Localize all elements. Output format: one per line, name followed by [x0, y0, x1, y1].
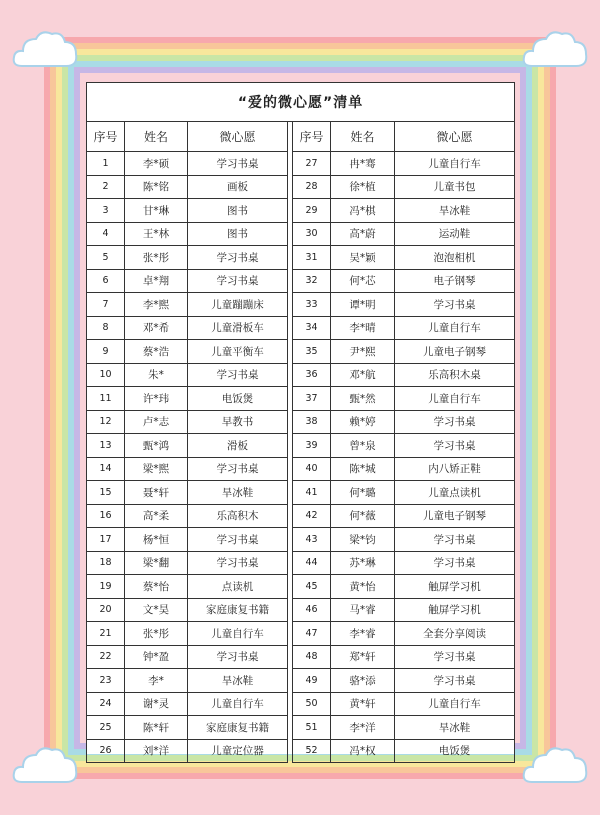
- row-wish: 儿童蹦蹦床: [188, 293, 288, 317]
- row-index: 48: [293, 645, 331, 669]
- row-name: 徐*植: [331, 175, 395, 199]
- row-index: 17: [87, 528, 125, 552]
- table-row: [87, 622, 515, 646]
- table-row: [87, 175, 515, 199]
- row-name: 许*玮: [125, 387, 188, 411]
- row-wish: 触屏学习机: [395, 598, 515, 622]
- row-wish: 旱冰鞋: [395, 716, 515, 740]
- row-index: 50: [293, 692, 331, 716]
- row-index: 16: [87, 504, 125, 528]
- row-name: 卓*翔: [125, 269, 188, 293]
- table-row: [87, 598, 515, 622]
- table-row: [87, 410, 515, 434]
- row-name: 王*林: [125, 222, 188, 246]
- row-name: 何*薇: [331, 504, 395, 528]
- row-index: 31: [293, 246, 331, 270]
- row-index: 52: [293, 739, 331, 763]
- row-wish: 画板: [188, 175, 288, 199]
- row-name: 甘*琳: [125, 199, 188, 223]
- page-title: “爱的微心愿”清单: [87, 83, 515, 122]
- row-name: 刘*洋: [125, 739, 188, 763]
- row-name: 张*彤: [125, 246, 188, 270]
- row-index: 29: [293, 199, 331, 223]
- row-index: 9: [87, 340, 125, 364]
- row-index: 6: [87, 269, 125, 293]
- row-wish: 乐高积木: [188, 504, 288, 528]
- row-index: 8: [87, 316, 125, 340]
- row-index: 7: [87, 293, 125, 317]
- table-row: [87, 199, 515, 223]
- table-row: [87, 739, 515, 763]
- row-index: 19: [87, 575, 125, 599]
- row-index: 33: [293, 293, 331, 317]
- table-row: [87, 222, 515, 246]
- row-wish: 学习书桌: [395, 528, 515, 552]
- row-wish: 学习书桌: [188, 528, 288, 552]
- row-index: 1: [87, 152, 125, 176]
- row-index: 47: [293, 622, 331, 646]
- row-name: 邓*航: [331, 363, 395, 387]
- row-wish: 旱冰鞋: [188, 481, 288, 505]
- row-name: 甄*鸿: [125, 434, 188, 458]
- row-name: 曾*泉: [331, 434, 395, 458]
- row-name: 李*睿: [331, 622, 395, 646]
- row-index: 12: [87, 410, 125, 434]
- row-wish: 全套分享阅读: [395, 622, 515, 646]
- row-name: 冯*权: [331, 739, 395, 763]
- row-index: 49: [293, 669, 331, 693]
- wish-list-table: [86, 82, 515, 763]
- row-name: 高*蔚: [331, 222, 395, 246]
- row-name: 黄*怡: [331, 575, 395, 599]
- table-row: [87, 434, 515, 458]
- row-wish: 儿童点读机: [395, 481, 515, 505]
- row-index: 36: [293, 363, 331, 387]
- header-name: 姓名: [331, 122, 395, 152]
- row-index: 46: [293, 598, 331, 622]
- wish-list-sheet: [86, 82, 514, 758]
- row-index: 45: [293, 575, 331, 599]
- row-wish: 儿童自行车: [395, 152, 515, 176]
- row-wish: 电子钢琴: [395, 269, 515, 293]
- row-wish: 儿童自行车: [188, 692, 288, 716]
- row-index: 14: [87, 457, 125, 481]
- cloud-icon: [520, 742, 590, 790]
- row-index: 44: [293, 551, 331, 575]
- cloud-icon: [520, 26, 590, 74]
- row-wish: 学习书桌: [395, 410, 515, 434]
- table-row: [87, 152, 515, 176]
- row-index: 27: [293, 152, 331, 176]
- row-wish: 儿童滑板车: [188, 316, 288, 340]
- table-row: [87, 293, 515, 317]
- row-wish: 家庭康复书籍: [188, 716, 288, 740]
- row-name: 谢*灵: [125, 692, 188, 716]
- row-name: 何*璐: [331, 481, 395, 505]
- row-index: 18: [87, 551, 125, 575]
- row-name: 吴*颖: [331, 246, 395, 270]
- table-row: [87, 340, 515, 364]
- row-index: 43: [293, 528, 331, 552]
- row-wish: 图书: [188, 222, 288, 246]
- header-index: 序号: [87, 122, 125, 152]
- row-index: 4: [87, 222, 125, 246]
- row-wish: 儿童自行车: [395, 692, 515, 716]
- row-wish: 点读机: [188, 575, 288, 599]
- table-row: [87, 504, 515, 528]
- table-row: [87, 269, 515, 293]
- row-index: 38: [293, 410, 331, 434]
- row-name: 朱*: [125, 363, 188, 387]
- row-name: 冯*棋: [331, 199, 395, 223]
- row-index: 39: [293, 434, 331, 458]
- table-row: [87, 575, 515, 599]
- table-row: [87, 246, 515, 270]
- row-wish: 儿童自行车: [395, 387, 515, 411]
- table-row: [87, 316, 515, 340]
- row-wish: 儿童自行车: [188, 622, 288, 646]
- row-index: 21: [87, 622, 125, 646]
- row-wish: 学习书桌: [188, 363, 288, 387]
- row-wish: 学习书桌: [188, 246, 288, 270]
- row-index: 25: [87, 716, 125, 740]
- row-wish: 儿童电子钢琴: [395, 504, 515, 528]
- row-index: 11: [87, 387, 125, 411]
- row-index: 23: [87, 669, 125, 693]
- row-wish: 旱冰鞋: [188, 669, 288, 693]
- row-name: 谭*明: [331, 293, 395, 317]
- row-wish: 学习书桌: [188, 457, 288, 481]
- row-name: 梁*熙: [125, 457, 188, 481]
- row-index: 26: [87, 739, 125, 763]
- row-wish: 学习书桌: [395, 551, 515, 575]
- table-row: [87, 716, 515, 740]
- row-index: 30: [293, 222, 331, 246]
- row-name: 冉*骞: [331, 152, 395, 176]
- row-name: 赖*婷: [331, 410, 395, 434]
- table-row: [87, 387, 515, 411]
- row-name: 张*彤: [125, 622, 188, 646]
- row-wish: 学习书桌: [188, 269, 288, 293]
- row-index: 42: [293, 504, 331, 528]
- row-name: 甄*然: [331, 387, 395, 411]
- cloud-icon: [10, 26, 80, 74]
- row-index: 5: [87, 246, 125, 270]
- row-wish: 儿童自行车: [395, 316, 515, 340]
- row-wish: 学习书桌: [395, 645, 515, 669]
- row-name: 陈*轩: [125, 716, 188, 740]
- row-index: 51: [293, 716, 331, 740]
- header-index: 序号: [293, 122, 331, 152]
- row-wish: 儿童定位器: [188, 739, 288, 763]
- row-wish: 滑板: [188, 434, 288, 458]
- table-row: [87, 551, 515, 575]
- row-index: 34: [293, 316, 331, 340]
- row-name: 尹*熙: [331, 340, 395, 364]
- row-index: 2: [87, 175, 125, 199]
- row-wish: 运动鞋: [395, 222, 515, 246]
- row-name: 蔡*浩: [125, 340, 188, 364]
- row-index: 37: [293, 387, 331, 411]
- table-row: [87, 669, 515, 693]
- table-row: [87, 528, 515, 552]
- row-name: 马*睿: [331, 598, 395, 622]
- table-row: [87, 481, 515, 505]
- row-index: 22: [87, 645, 125, 669]
- row-index: 10: [87, 363, 125, 387]
- row-wish: 旱冰鞋: [395, 199, 515, 223]
- row-wish: 家庭康复书籍: [188, 598, 288, 622]
- row-index: 32: [293, 269, 331, 293]
- row-name: 黄*轩: [331, 692, 395, 716]
- row-wish: 电饭煲: [395, 739, 515, 763]
- row-name: 陈*铭: [125, 175, 188, 199]
- row-index: 13: [87, 434, 125, 458]
- table-row: [87, 457, 515, 481]
- row-name: 骆*添: [331, 669, 395, 693]
- row-index: 40: [293, 457, 331, 481]
- row-name: 李*晴: [331, 316, 395, 340]
- row-wish: 学习书桌: [188, 551, 288, 575]
- row-wish: 学习书桌: [395, 669, 515, 693]
- row-wish: 早教书: [188, 410, 288, 434]
- row-name: 卢*志: [125, 410, 188, 434]
- row-name: 苏*琳: [331, 551, 395, 575]
- row-wish: 儿童书包: [395, 175, 515, 199]
- row-index: 41: [293, 481, 331, 505]
- table-row: [87, 692, 515, 716]
- row-name: 郑*轩: [331, 645, 395, 669]
- row-index: 28: [293, 175, 331, 199]
- row-index: 24: [87, 692, 125, 716]
- row-wish: 学习书桌: [395, 293, 515, 317]
- row-wish: 学习书桌: [188, 645, 288, 669]
- row-index: 35: [293, 340, 331, 364]
- header-wish: 微心愿: [188, 122, 288, 152]
- row-wish: 内八矫正鞋: [395, 457, 515, 481]
- row-wish: 泡泡相机: [395, 246, 515, 270]
- row-name: 高*柔: [125, 504, 188, 528]
- row-name: 聂*轩: [125, 481, 188, 505]
- row-wish: 乐高积木桌: [395, 363, 515, 387]
- row-name: 李*洋: [331, 716, 395, 740]
- row-wish: 触屏学习机: [395, 575, 515, 599]
- row-name: 李*熙: [125, 293, 188, 317]
- row-wish: 电饭煲: [188, 387, 288, 411]
- cloud-icon: [10, 742, 80, 790]
- row-wish: 儿童电子钢琴: [395, 340, 515, 364]
- row-name: 杨*恒: [125, 528, 188, 552]
- row-wish: 学习书桌: [395, 434, 515, 458]
- row-name: 陈*城: [331, 457, 395, 481]
- row-wish: 儿童平衡车: [188, 340, 288, 364]
- row-index: 3: [87, 199, 125, 223]
- row-wish: 图书: [188, 199, 288, 223]
- row-index: 15: [87, 481, 125, 505]
- row-name: 李*硕: [125, 152, 188, 176]
- row-name: 钟*盈: [125, 645, 188, 669]
- row-name: 梁*钧: [331, 528, 395, 552]
- row-name: 梁*翻: [125, 551, 188, 575]
- header-name: 姓名: [125, 122, 188, 152]
- row-index: 20: [87, 598, 125, 622]
- row-wish: 学习书桌: [188, 152, 288, 176]
- row-name: 李*: [125, 669, 188, 693]
- table-row: [87, 645, 515, 669]
- header-wish: 微心愿: [395, 122, 515, 152]
- row-name: 何*芯: [331, 269, 395, 293]
- row-name: 邓*希: [125, 316, 188, 340]
- row-name: 文*昊: [125, 598, 188, 622]
- row-name: 蔡*怡: [125, 575, 188, 599]
- table-row: [87, 363, 515, 387]
